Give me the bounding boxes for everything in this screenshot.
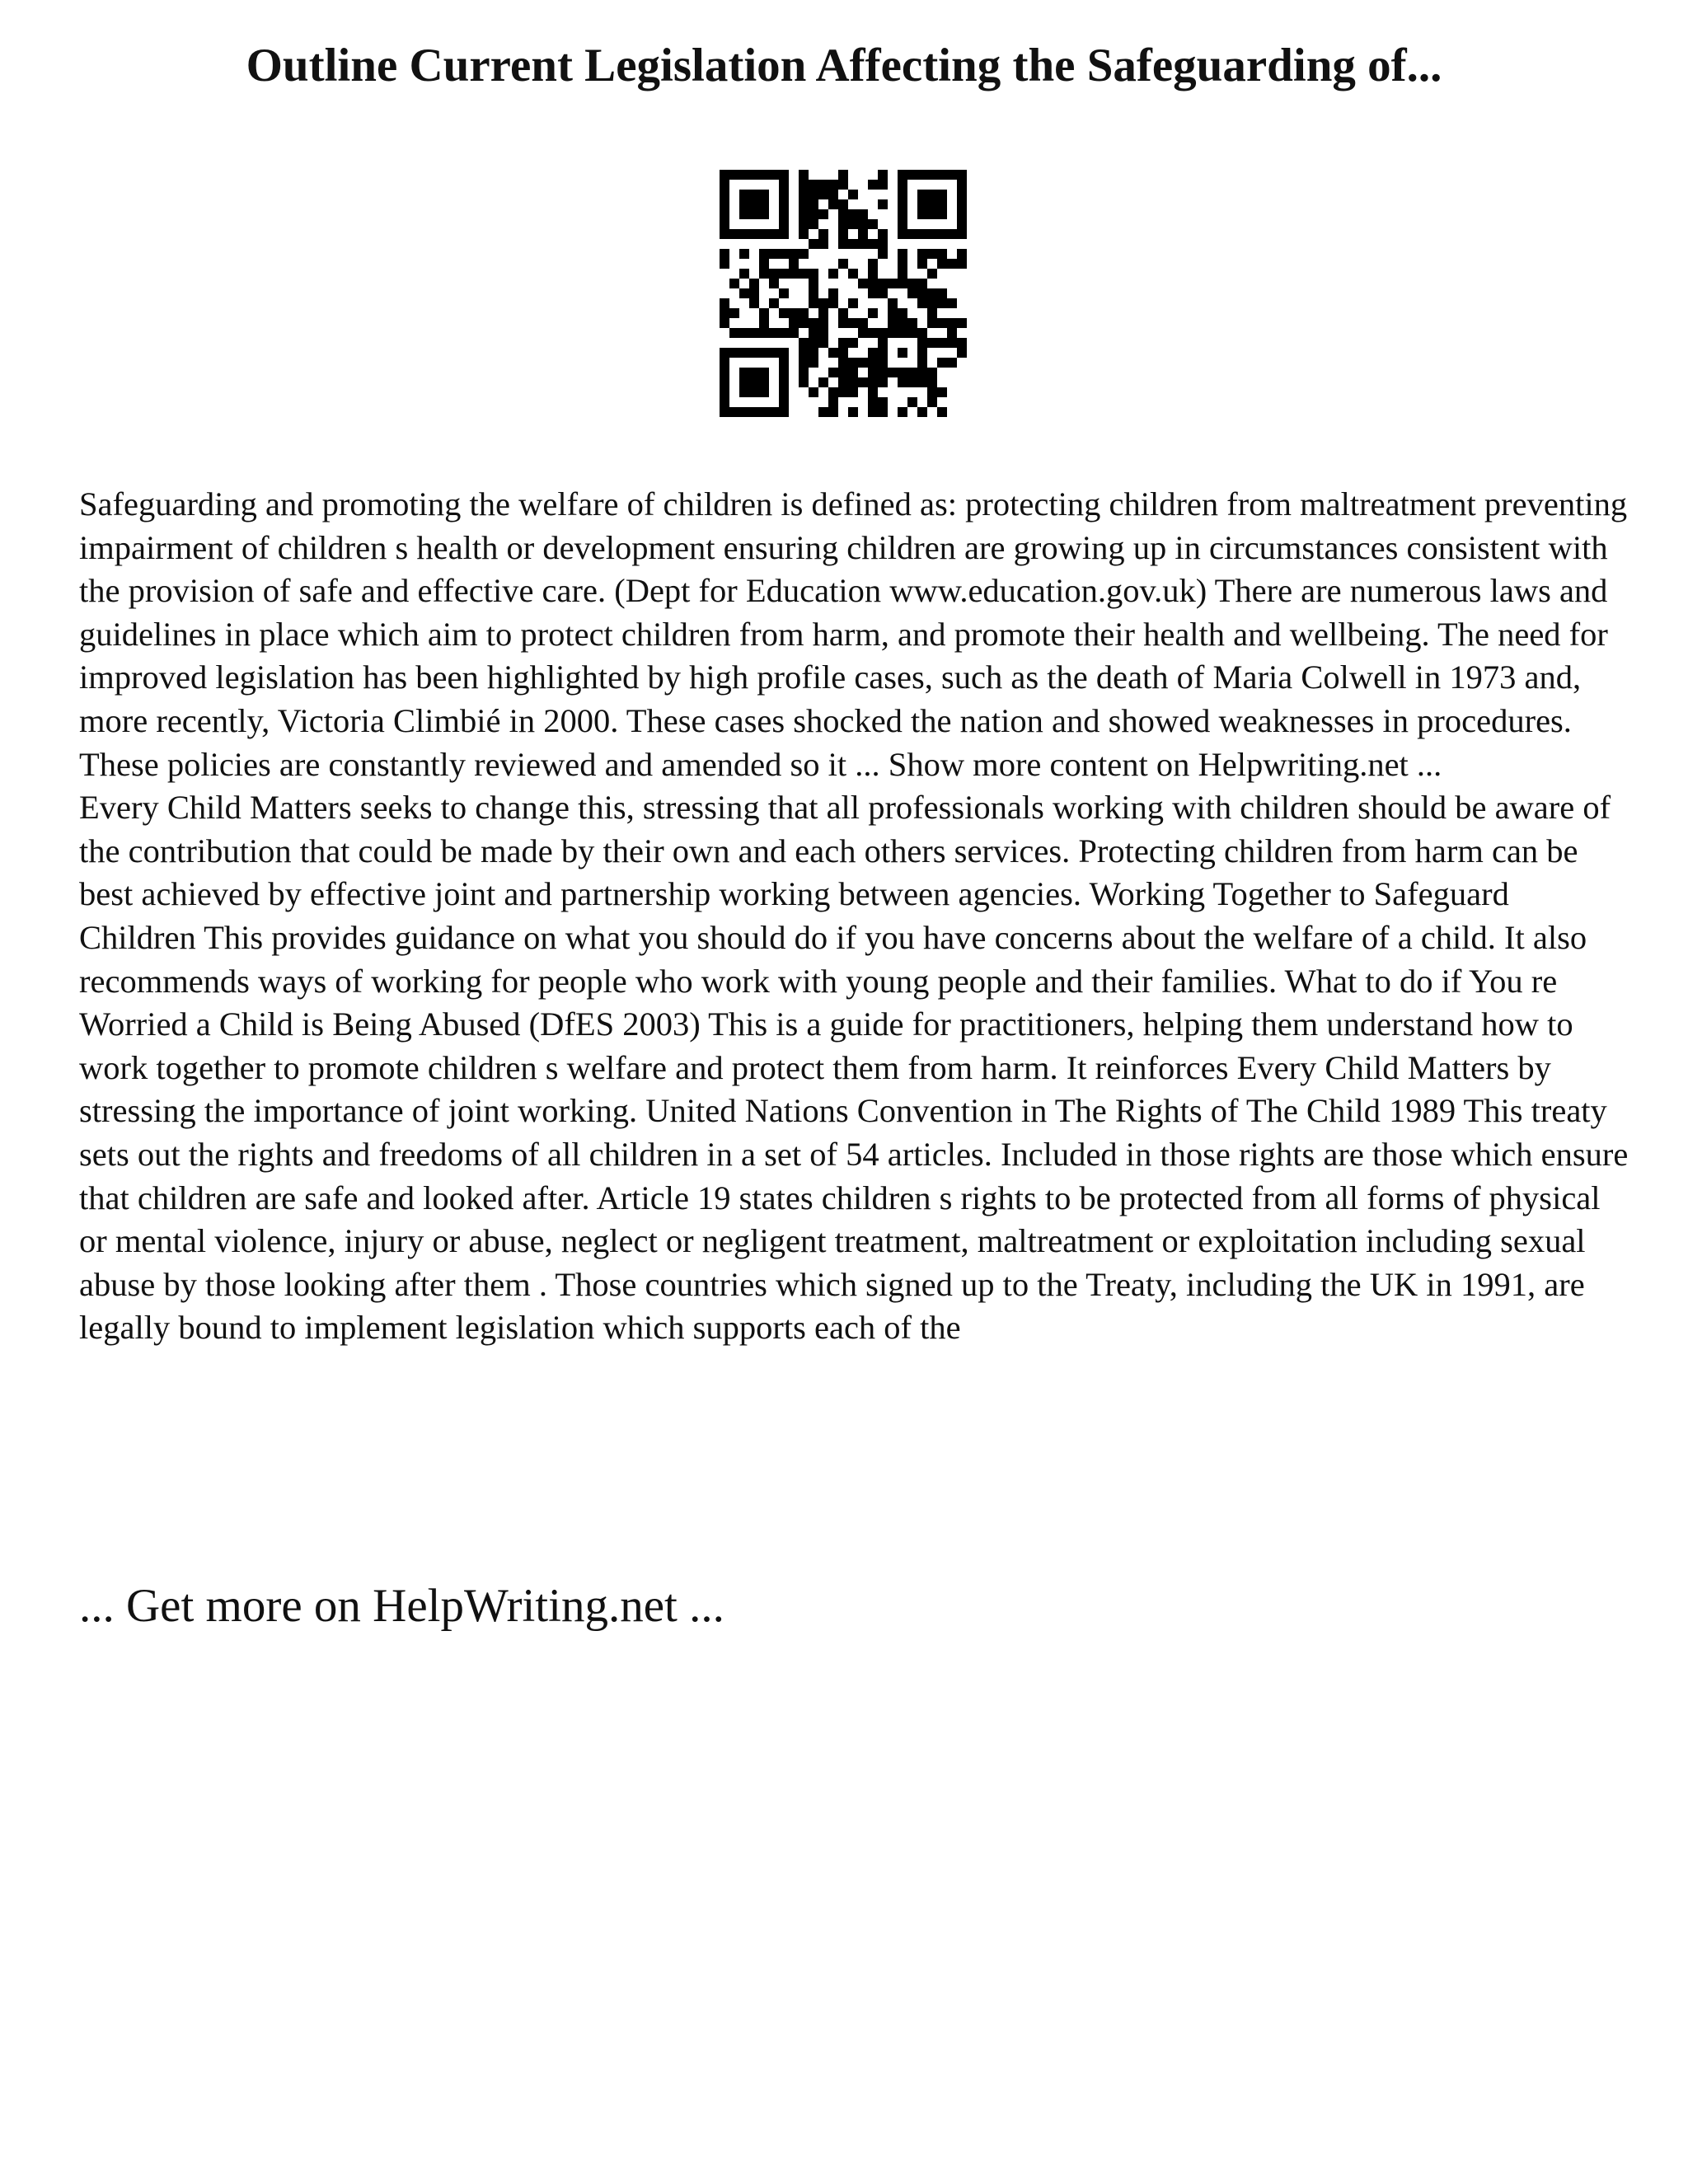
qr-code-graphic	[720, 170, 967, 417]
get-more-link[interactable]: ... Get more on HelpWriting.net ...	[79, 1580, 724, 1632]
article-body	[79, 483, 1629, 1350]
qr-code-icon[interactable]	[720, 170, 967, 417]
page-title: Outline Current Legislation Affecting the Safeguarding of...	[246, 40, 1442, 91]
paragraph-main: Every Child Matters seeks to change this, stressing that all professionals working with children should be aware of the contribution that could be made by their own and each others services. Protecting children from harm can be best achieved by effective joint and partnership working between agencies. Working Together to Safeguard Children This provides guidance on what you should do if you have concerns about the welfare of a child. It also recommends ways of working for people who work with young people and their families. What to do if You re Worried a Child is Being Abused (DfES 2003) This is a guide for practitioners, helping them understand how to work together to promote children s welfare and protect them from harm. It reinforces Every Child Matters by stressing the importance of joint working. United Nations Convention in The Rights of The Child 1989 This treaty sets out the rights and freedoms of all children in a set of 54 articles. Included in those rights are those which ensure that children are safe and looked after. Article 19 states children s rights to be protected from all forms of physical or mental violence, injury or abuse, neglect or negligent treatment, maltreatment or exploitation including sexual abuse by those looking after them . Those countries which signed up to the Treaty, including the UK in 1991, are legally bound to implement legislation which supports each of the	[79, 789, 1629, 1347]
paragraph-intro: Safeguarding and promoting the welfare of children is defined as: protecting children from maltreatment preventing impairment of children s health or development ensuring children are growing up in circumstances consistent with the provision of safe and effective care. (Dept for Education www.education.gov.uk) There are numerous laws and guidelines in place which aim to protect children from harm, and promote their health and wellbeing. The need for improved legislation has been highlighted by high profile cases, such as the death of Maria Colwell in 1973 and, more recently, Victoria Climbié in 2000. These cases shocked the nation and showed weaknesses in procedures. These policies are constantly reviewed and amended so it ... Show more content on Helpwriting.net ...	[79, 485, 1628, 783]
